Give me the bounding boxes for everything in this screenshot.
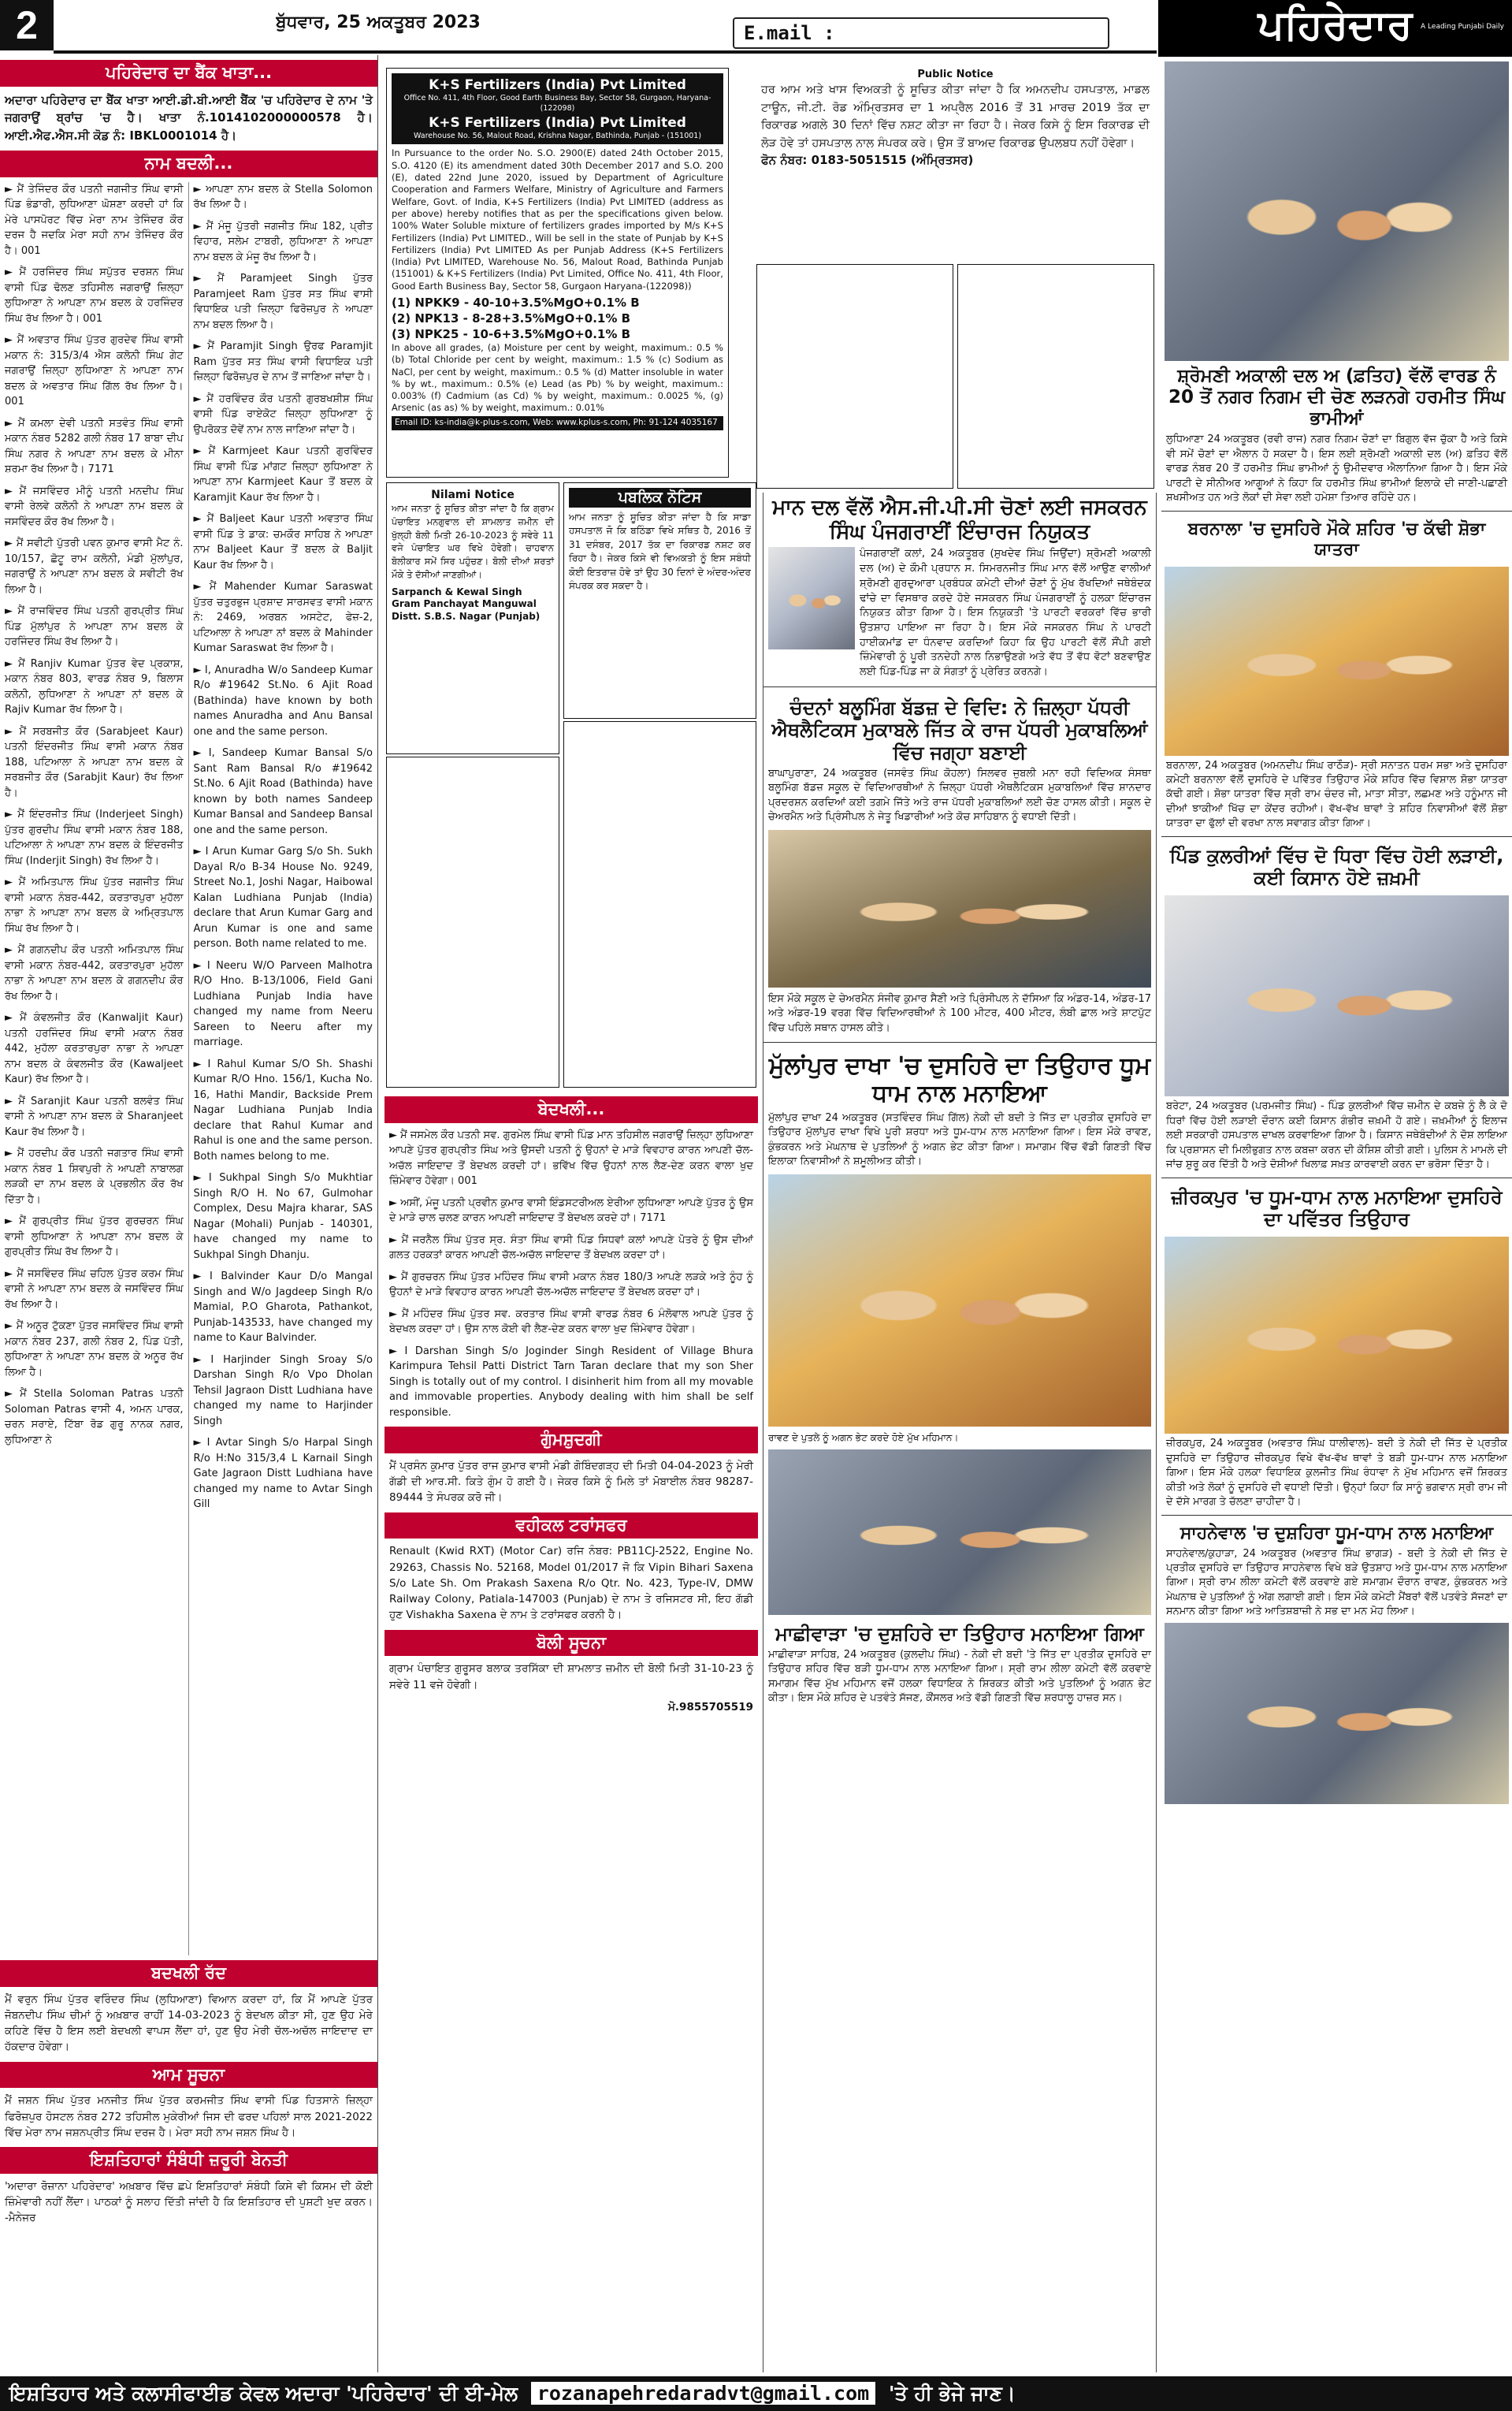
boli-phone: ਮੋ.9855705519 (668, 1700, 753, 1713)
classified-item: ► I Avtar Singh S/o Harpal Singh R/o H:No 315/3,4 L Karnail Singh Gate Jagraon Distt Ludhiana have changed my name to Avtar Singh Gill (193, 1437, 373, 1511)
name-change-left (0, 182, 189, 1955)
bedkhli-heading: ਬੇਦਖਲੀ... (385, 1096, 758, 1123)
aam-suchna-text: ਮੈਂ ਜਸ਼ਨ ਸਿੰਘ ਪੁੱਤਰ ਮਨਜੀਤ ਸਿੰਘ ਪੁੱਤਰ ਕਰਮਜੀਤ ਸਿੰਘ ਵਾਸੀ ਪਿੰਡ ਹਿਤਸਾਨੇ ਜ਼ਿਲ੍ਹਾ ਫਿਰੋਜ਼ਪੁਰ ਹੋਸਟਲ ਨੰਬਰ 272 ਤਹਿਸੀਲ ਮੁਕੇਰੀਆਂ ਜਿਸ ਦੀ ਫਰਦ ਪਹਿਲਾਂ ਸਾਲ 2021-2022 ਵਿੱਚ ਮੇਰਾ ਨਾਮ ਜਸ਼ਨਪ੍ਰੀਤ ਸਿੰਘ ਦਰਜ ਹੈ। ਮੇਰਾ ਸਹੀ ਨਾਮ ਜਸ਼ਨ ਸਿੰਘ ਹੈ। (5, 2094, 373, 2139)
classified-item: ► ਮੈਂ ਸਵੀਟੀ ਪੁੱਤਰੀ ਪਵਨ ਕੁਮਾਰ ਵਾਸੀ ਮੈਟ ਨੰ. 10/157, ਛੋਟੂ ਰਾਮ ਕਲੋਨੀ, ਮੰਡੀ ਮੁੱਲਾਂਪੁਰ, ਜਗਰਾਉਂ ਨੇ ਆਪਣਾ ਨਾਮ ਬਦਲ ਕੇ ਸਵੀਟੀ ਰੱਖ ਲਿਆ ਹੈ। (5, 538, 184, 596)
classified-item: ► I Rahul Kumar S/O Sh. Shashi Kumar R/O Hno. 156/1, Kucha No. 16, Hathi Mandir, Backside Prem Nagar Ludhiana Punjab India declare that Rahul Kumar and Rahul is one and the same person. Both names belong to me. (193, 1058, 373, 1163)
machhiwara-body: ਮਾਛੀਵਾੜਾ ਸਾਹਿਬ, 24 ਅਕਤੂਬਰ (ਕੁਲਦੀਪ ਸਿੰਘ) - ਨੇਕੀ ਦੀ ਬਦੀ 'ਤੇ ਜਿੱਤ ਦਾ ਪ੍ਰਤੀਕ ਦੁਸਹਿਰੇ ਦਾ ਤਿਉਹਾਰ ਸ਼ਹਿਰ ਵਿੱਚ ਬੜੀ ਧੂਮ-ਧਾਮ ਨਾਲ ਮਨਾਇਆ ਗਿਆ। ਸ੍ਰੀ ਰਾਮ ਲੀਲਾ ਕਮੇਟੀ ਵੱਲੋਂ ਕਰਵਾਏ ਸਮਾਗਮ ਵਿੱਚ ਮੁੱਖ ਮਹਿਮਾਨ ਵਜੋਂ ਹਲਕਾ ਵਿਧਾਇਕ ਨੇ ਸ਼ਿਰਕਤ ਕੀਤੀ ਅਤੇ ਪੁਤਲਿਆਂ ਨੂੰ ਅਗਨ ਭੇਟ ਕੀਤਾ। ਇਸ ਮੌਕੇ ਸ਼ਹਿਰ ਦੇ ਪਤਵੰਤੇ ਸੱਜਣ, ਕੌਂਸਲਰ ਅਤੇ ਵੱਡੀ ਗਿਣਤੀ ਵਿੱਚ ਸ਼ਰਧਾਲੂ ਹਾਜ਼ਰ ਸਨ। (768, 1649, 1151, 1705)
classified-item: ► I Sukhpal Singh S/o Mukhtiar Singh R/O H. No 67, Gulmohar Complex, Desu Majra kharar, SAS Nagar (Mohali) Punjab - 140301, have changed my name to Sukhpal Singh Dhanju. (193, 1172, 373, 1261)
classified-item: ► I Neeru W/O Parveen Malhotra R/O Hno. B-13/1006, Field Gani Ludhiana Punjab India have changed my name from Neeru Sareen to Neeru after my marriage. (193, 959, 373, 1049)
bedkhli-list (385, 1128, 758, 1421)
chandana-body-2: ਇਸ ਮੌਕੇ ਸਕੂਲ ਦੇ ਚੇਅਰਮੈਨ ਸੰਜੀਵ ਕੁਮਾਰ ਸੈਣੀ ਅਤੇ ਪ੍ਰਿੰਸੀਪਲ ਨੇ ਦੱਸਿਆ ਕਿ ਅੰਡਰ-14, ਅੰਡਰ-17 ਅਤੇ ਅੰਡਰ-19 ਵਰਗ ਵਿੱਚ ਵਿਦਿਆਰਥੀਆਂ ਨੇ 100 ਮੀਟਰ, 400 ਮੀਟਰ, ਲੰਬੀ ਛਾਲ ਅਤੇ ਸ਼ਾਟਪੁੱਟ ਵਿੱਚ ਪਹਿਲੇ ਸਥਾਨ ਹਾਸਲ ਕੀਤੇ। (768, 992, 1151, 1034)
classified-item: ► ਮੈਂ ਜਰਨੈਲ ਸਿੰਘ ਪੁੱਤਰ ਸ੍ਰ. ਸੰਤਾ ਸਿੰਘ ਵਾਸੀ ਪਿੰਡ ਸਿਧਵਾਂ ਕਲਾਂ ਆਪਣੇ ਪੋਤਰੇ ਨੂੰ ਉਸ ਦੀਆਂ ਗਲਤ ਹਰਕਤਾਂ ਕਾਰਨ ਆਪਣੀ ਚੱਲ-ਅਚੱਲ ਜਾਇਦਾਦ ਤੋਂ ਬੇਦਖਲ ਕਰਦਾ ਹਾਂ। (389, 1233, 753, 1262)
page-number: 2 (0, 0, 54, 50)
scanned-notice-4 (563, 721, 756, 1088)
barnala-photo (1165, 567, 1509, 756)
name-change-heading: ਨਾਮ ਬਦਲੀ... (0, 151, 377, 177)
classified-item: ► ਮੈਂ ਹਰਵਿੰਦਰ ਕੌਰ ਪਤਨੀ ਗੁਰਬਖਸ਼ੀਸ਼ ਸਿੰਘ ਵਾਸੀ ਪਿੰਡ ਰਾਏਕੋਟ ਜ਼ਿਲ੍ਹਾ ਲੁਧਿਆਣਾ ਨੂੰ ਉਪਰੋਕਤ ਦੋਵੇਂ ਨਾਮ ਨਾਲ ਜਾਣਿਆ ਜਾਂਦਾ ਹੈ। (193, 393, 373, 436)
barnala-headline: ਬਰਨਾਲਾ 'ਚ ਦੁਸਹਿਰੇ ਮੌਕੇ ਸ਼ਹਿਰ 'ਚ ਕੱਢੀ ਸ਼ੋਭਾ ਯਾਤਰਾ (1187, 519, 1486, 560)
zirakpur-headline: ਜ਼ੀਰਕਪੁਰ 'ਚ ਧੂਮ-ਧਾਮ ਨਾਲ ਮਨਾਇਆ ਦੁਸਹਿਰੇ ਦਾ ਪਵਿੱਤਰ ਤਿਉਹਾਰ (1171, 1185, 1503, 1231)
classified-item: ► ਮੈਂ Ranjiv Kumar ਪੁੱਤਰ ਵੇਦ ਪ੍ਰਕਾਸ਼, ਮਕਾਨ ਨੰਬਰ 803, ਵਾਰਡ ਨੰਬਰ 9, ਬਿਲਾਸ ਕਲੋਨੀ, ਲੁਧਿਆਣਾ ਨੇ ਆਪਣਾ ਨਾਂ ਬਦਲ ਕੇ Rajiv Kumar ਰੱਖ ਲਿਆ ਹੈ। (5, 657, 184, 716)
ks-contact: Email ID: ks-india@k-plus-s.com, Web: www.kplus-s.com, Ph: 91-124 4035167 (392, 416, 723, 430)
jaskaran-photo (768, 547, 855, 649)
gumshudgi-heading: ਗੁੰਮਸ਼ੁਦਗੀ (385, 1427, 758, 1453)
machhiwara-photo (768, 1449, 1151, 1615)
name-change-right (189, 182, 378, 1955)
classified-item: ► ਮੈਂ ਮਹਿੰਦਰ ਸਿੰਘ ਪੁੱਤਰ ਸਵ. ਕਰਤਾਰ ਸਿੰਘ ਵਾਸੀ ਵਾਰਡ ਨੰਬਰ 6 ਮੰਲੋਵਾਲ ਆਪਣੇ ਪੁੱਤਰ ਨੂੰ ਬੇਦਖਲ ਕਰਦਾ ਹਾਂ। ਉਸ ਨਾਲ ਕੋਈ ਵੀ ਲੈਣ-ਦੇਣ ਕਰਨ ਵਾਲਾ ਖੁਦ ਜ਼ਿੰਮੇਵਾਰ ਹੋਵੇਗਾ। (389, 1308, 753, 1336)
classified-item: ► ਮੈਂ Paramjit Singh ਉਰਫ Paramjit Ram ਪੁੱਤਰ ਸਤ ਸਿੰਘ ਵਾਸੀ ਵਿਧਾਇਕ ਪਤੀ ਜ਼ਿਲ੍ਹਾ ਫਿਰੋਜ਼ਪੁਰ ਦੇ ਨਾਮ ਤੋਂ ਜਾਣਿਆ ਜਾਂਦਾ ਹੈ। (193, 340, 373, 384)
classified-item: ► ਮੈਂ Karmjeet Kaur ਪਤਨੀ ਗੁਰਵਿੰਦਰ ਸਿੰਘ ਵਾਸੀ ਪਿੰਡ ਮਾਂਗਟ ਜ਼ਿਲ੍ਹਾ ਲੁਧਿਆਣਾ ਨੇ ਆਪਣਾ ਨਾਮ Karmjeet Kaur ਤੋਂ ਬਦਲ ਕੇ Karamjit Kaur ਰੱਖ ਲਿਆ ਹੈ। (193, 445, 373, 504)
bedkhli-cancel-heading: ਬਦਖਲੀ ਰੱਦ (0, 1960, 377, 1987)
classified-item: ► ਮੈਂ ਅਮਿਤਪਾਲ ਸਿੰਘ ਪੁੱਤਰ ਜਗਜੀਤ ਸਿੰਘ ਵਾਸੀ ਮਕਾਨ ਨੰਬਰ-442, ਕਰਤਾਰਪੁਰਾ ਮੁਹੱਲਾ ਨਾਭਾ ਨੇ ਆਪਣਾ ਨਾਮ ਬਦਲ ਕੇ ਅਮ੍ਰਿਤਪਾਲ ਸਿੰਘ ਰੱਖ ਲਿਆ ਹੈ। (5, 876, 184, 935)
chandana-body: ਬਾਘਾਪੁਰਾਣਾ, 24 ਅਕਤੂਬਰ (ਜਸਵੰਤ ਸਿੰਘ ਕੋਹਲਾ) ਸਿਲਵਰ ਜੁਬਲੀ ਮਨਾ ਰਹੀ ਵਿਦਿਅਕ ਸੰਸਥਾ ਬਲੂਮਿੰਗ ਬੱਡਜ਼ ਸਕੂਲ ਦੇ ਵਿਦਿਆਰਥੀਆਂ ਨੇ ਜ਼ਿਲ੍ਹਾ ਪੱਧਰੀ ਐਥਲੈਟਿਕਸ ਮੁਕਾਬਲਿਆਂ ਵਿੱਚ ਸ਼ਾਨਦਾਰ ਪ੍ਰਦਰਸ਼ਨ ਕਰਦਿਆਂ ਕਈ ਤਗਮੇ ਜਿੱਤੇ ਅਤੇ ਰਾਜ ਪੱਧਰੀ ਮੁਕਾਬਲਿਆਂ ਲਈ ਚੋਣ ਹਾਸਲ ਕੀਤੀ। ਸਕੂਲ ਦੇ ਚੇਅਰਮੈਨ ਅਤੇ ਪ੍ਰਿੰਸੀਪਲ ਨੇ ਜੇਤੂ ਖਿਡਾਰੀਆਂ ਅਤੇ ਕੋਚ ਸਾਹਿਬਾਨ ਨੂੰ ਵਧਾਈ ਦਿੱਤੀ। (768, 767, 1151, 824)
ad-notice-text: 'ਅਦਾਰਾ ਰੋਜ਼ਾਨਾ ਪਹਿਰੇਦਾਰ' ਅਖ਼ਬਾਰ ਵਿੱਚ ਛਪੇ ਇਸ਼ਤਿਹਾਰਾਂ ਸੰਬੰਧੀ ਕਿਸੇ ਵੀ ਕਿਸਮ ਦੀ ਕੋਈ ਜ਼ਿੰਮੇਵਾਰੀ ਨਹੀਂ ਲੈਂਦਾ। ਪਾਠਕਾਂ ਨੂੰ ਸਲਾਹ ਦਿੱਤੀ ਜਾਂਦੀ ਹੈ ਕਿ ਇਸ਼ਤਿਹਾਰ ਦੀ ਪੁਸ਼ਟੀ ਖੁਦ ਕਰਨ। -ਮੈਨੇਜਰ (5, 2179, 373, 2225)
classified-item: ► I Harjinder Singh Sroay S/o Darshan Singh R/o Vpo Dholan Tehsil Jagraon Distt Ludhiana have changed my name to Harjinder Singh (193, 1353, 373, 1427)
classified-item: ► ਮੈਂ Stella Soloman Patras ਪਤਨੀ Soloman Patras ਵਾਸੀ 4, ਅਮਨ ਪਾਰਕ, ਚਰਨ ਸਰਾਏ, ਟਿੱਬਾ ਰੋਡ ਗੁਰੂ ਨਾਨਕ ਨਗਰ, ਲੁਧਿਆਣਾ ਨੇ (5, 1388, 184, 1446)
aam-suchna-heading: ਆਮ ਸੂਚਨਾ (0, 2062, 377, 2089)
boli-text: ਗ੍ਰਾਮ ਪੰਚਾਇਤ ਗੁਰੂਸਰ ਬਲਾਕ ਤਰਸਿੱਕਾ ਦੀ ਸ਼ਾਮਲਾਤ ਜ਼ਮੀਨ ਦੀ ਬੋਲੀ ਮਿਤੀ 31-10-23 ਨੂੰ ਸਵੇਰੇ 11 ਵਜੇ ਹੋਵੇਗੀ। (389, 1662, 753, 1691)
footer-email[interactable]: rozanapehredaradvt@gmail.com (531, 2382, 875, 2405)
mullanpur-photo (768, 1174, 1151, 1427)
bedkhli-cancel-text: ਮੈਂ ਵਰੁਨ ਸਿੰਘ ਪੁੱਤਰ ਵਰਿੰਦਰ ਸਿੰਘ (ਲੁਧਿਆਣਾ) ਵਿਆਨ ਕਰਦਾ ਹਾਂ, ਕਿ ਮੈਂ ਆਪਣੇ ਪੁੱਤਰ ਜੋਬਨਦੀਪ ਸਿੰਘ ਚੀਮਾਂ ਨੂੰ ਅਖ਼ਬਾਰ ਰਾਹੀਂ 14-03-2023 ਨੂੰ ਬੇਦਖਲ ਕੀਤਾ ਸੀ, ਹੁਣ ਉਹ ਮੇਰੇ ਕਹਿਣੇ ਵਿੱਚ ਹੈ ਇਸ ਲਈ ਬੇਦਖਲੀ ਵਾਪਸ ਲੈਂਦਾ ਹਾਂ, ਹੁਣ ਉਹ ਮੇਰੀ ਚੱਲ-ਅਚੱਲ ਜਾਇਦਾਦ ਦਾ ਹੱਕਦਾਰ ਹੋਵੇਗਾ। (5, 1992, 373, 2054)
classified-item: ► ਮੈਂ ਜਸਮੇਲ ਕੌਰ ਪਤਨੀ ਸਵ. ਗੁਰਮੇਲ ਸਿੰਘ ਵਾਸੀ ਪਿੰਡ ਮਾਨ ਤਹਿਸੀਲ ਜਗਰਾਉਂ ਜ਼ਿਲ੍ਹਾ ਲੁਧਿਆਣਾ ਆਪਣੇ ਪੁੱਤਰ ਗੁਰਪ੍ਰੀਤ ਸਿੰਘ ਅਤੇ ਉਸਦੀ ਪਤਨੀ ਨੂੰ ਉਹਨਾਂ ਦੇ ਮਾੜੇ ਵਿਵਹਾਰ ਕਾਰਨ ਆਪਣੀ ਚੱਲ-ਅਚੱਲ ਜਾਇਦਾਦ ਤੋਂ ਬੇਦਖਲ ਕਰਦੀ ਹਾਂ। ਭਵਿੱਖ ਵਿੱਚ ਉਹਨਾਂ ਨਾਲ ਲੈਣ-ਦੇਣ ਕਰਨ ਵਾਲਾ ਖੁਦ ਜ਼ਿੰਮੇਵਾਰ ਹੋਵੇਗਾ। 001 (389, 1129, 753, 1188)
classified-item: ► ਮੈਂ ਗੁਰਪ੍ਰੀਤ ਸਿੰਘ ਪੁੱਤਰ ਗੁਰਚਰਨ ਸਿੰਘ ਵਾਸੀ ਲੁਧਿਆਣਾ ਨੇ ਆਪਣਾ ਨਾਮ ਬਦਲ ਕੇ ਗੁਰਪ੍ਰੀਤ ਸਿੰਘ ਰੱਖ ਲਿਆ ਹੈ। (5, 1215, 184, 1259)
classifieds-column (0, 55, 378, 2372)
ks-grade-2: (2) NPK13 - 8-28+3.5%MgO+0.1% B (392, 311, 631, 326)
mullanpur-body: ਮੁੱਲਾਂਪੁਰ ਦਾਖਾ 24 ਅਕਤੂਬਰ (ਸਤਵਿੰਦਰ ਸਿੰਘ ਗਿੱਲ) ਨੇਕੀ ਦੀ ਬਦੀ ਤੇ ਜਿੱਤ ਦਾ ਪ੍ਰਤੀਕ ਦੁਸਹਿਰੇ ਦਾ ਤਿਉਹਾਰ ਮੁੱਲਾਂਪੁਰ ਦਾਖਾ ਵਿਖੇ ਪੂਰੀ ਸ਼ਰਧਾ ਅਤੇ ਧੂਮ-ਧਾਮ ਨਾਲ ਮਨਾਇਆ ਗਿਆ। ਇਸ ਮੌਕੇ ਰਾਵਣ, ਕੁੰਭਕਰਨ ਅਤੇ ਮੇਘਨਾਥ ਦੇ ਪੁਤਲਿਆਂ ਨੂੰ ਅਗਨ ਭੇਟ ਕੀਤਾ ਗਿਆ। ਸਮਾਗਮ ਵਿੱਚ ਵੱਡੀ ਗਿਣਤੀ ਵਿੱਚ ਇਲਾਕਾ ਨਿਵਾਸੀਆਂ ਨੇ ਸ਼ਮੂਲੀਅਤ ਕੀਤੀ। (768, 1111, 1151, 1168)
hamit-body: ਲੁਧਿਆਣਾ 24 ਅਕਤੂਬਰ (ਰਵੀ ਰਾਜ) ਨਗਰ ਨਿਗਮ ਚੋਣਾਂ ਦਾ ਬਿਗੁਲ ਵੱਜ ਚੁੱਕਾ ਹੈ ਅਤੇ ਕਿਸੇ ਵੀ ਸਮੇਂ ਚੋਣਾਂ ਦਾ ਐਲਾਨ ਹੋ ਸਕਦਾ ਹੈ। ਇਸ ਲਈ ਸ਼੍ਰੋਮਣੀ ਅਕਾਲੀ ਦਲ (ਅ) ਫ਼ਤਿਹ ਵੱਲੋਂ ਵਾਰਡ ਨੰਬਰ 20 ਤੋਂ ਹਰਮੀਤ ਸਿੰਘ ਭਾਮੀਆਂ ਨੂੰ ਉਮੀਦਵਾਰ ਐਲਾਨਿਆ ਗਿਆ ਹੈ। ਇਸ ਮੌਕੇ ਪਾਰਟੀ ਦੇ ਸੀਨੀਅਰ ਆਗੂਆਂ ਨੇ ਕਿਹਾ ਕਿ ਹਰਮੀਤ ਸਿੰਘ ਭਾਮੀਆਂ ਇਲਾਕੇ ਦੀ ਜਾਣੀ-ਪਛਾਣੀ ਸ਼ਖਸੀਅਤ ਹਨ ਅਤੇ ਲੋਕਾਂ ਦੀ ਸੇਵਾ ਲਈ ਹਮੇਸ਼ਾ ਤਿਆਰ ਰਹਿੰਦੇ ਹਨ। (1166, 433, 1507, 504)
masthead-logo: ਪਹਿਰੇਦਾਰ A Leading Punjabi Daily (1158, 0, 1512, 57)
vehicle-heading: ਵਹੀਕਲ ਟਰਾਂਸਫਰ (385, 1512, 758, 1539)
classified-item: ► ਮੈਂ Paramjeet Singh ਪੁੱਤਰ Paramjeet Ram ਪੁੱਤਰ ਸਤ ਸਿੰਘ ਵਾਸੀ ਵਿਧਾਇਕ ਪਤੀ ਜ਼ਿਲ੍ਹਾ ਫਿਰੋਜ਼ਪੁਰ ਨੇ ਆਪਣਾ ਨਾਮ ਬਦਲ ਲਿਆ ਹੈ। (193, 273, 373, 331)
classified-item: ► I Arun Kumar Garg S/o Sh. Sukh Dayal R/o B-34 House No. 9249, Street No.1, Joshi Nagar, Haibowal Kalan Ludhiana Punjab (India) declare that Arun Kumar Garg and Arun Kumar is one and same person. Both name related to me. (193, 846, 373, 951)
chandana-photo (768, 830, 1151, 988)
jaskaran-body: ਪੰਜਗਰਾਈਂ ਕਲਾਂ, 24 ਅਕਤੂਬਰ (ਸੁਖਦੇਵ ਸਿੰਘ ਜਿਉਂਦਾ) ਸ਼੍ਰੋਮਣੀ ਅਕਾਲੀ ਦਲ (ਅ) ਦੇ ਕੌਮੀ ਪ੍ਰਧਾਨ ਸ. ਸਿਮਰਨਜੀਤ ਸਿੰਘ ਮਾਨ ਵੱਲੋਂ ਆਉਣ ਵਾਲੀਆਂ ਸ਼੍ਰੋਮਣੀ ਗੁਰਦੁਆਰਾ ਪ੍ਰਬੰਧਕ ਕਮੇਟੀ ਦੀਆਂ ਚੋਣਾਂ ਨੂੰ ਮੁੱਖ ਰੱਖਦਿਆਂ ਜਥੇਬੰਦਕ ਢਾਂਚੇ ਦਾ ਵਿਸਥਾਰ ਕਰਦੇ ਹੋਏ ਜਸਕਰਨ ਸਿੰਘ ਪੰਜਗਰਾਈਂ ਨੂੰ ਹਲਕਾ ਇੰਚਾਰਜ ਨਿਯੁਕਤ ਕੀਤਾ ਗਿਆ ਹੈ। ਇਸ ਨਿਯੁਕਤੀ 'ਤੇ ਪਾਰਟੀ ਵਰਕਰਾਂ ਵਿੱਚ ਭਾਰੀ ਉਤਸ਼ਾਹ ਪਾਇਆ ਜਾ ਰਿਹਾ ਹੈ। ਇਸ ਮੌਕੇ ਜਸਕਰਨ ਸਿੰਘ ਨੇ ਪਾਰਟੀ ਹਾਈਕਮਾਂਡ ਦਾ ਧੰਨਵਾਦ ਕਰਦਿਆਂ ਕਿਹਾ ਕਿ ਉਹ ਪਾਰਟੀ ਵੱਲੋਂ ਸੌਂਪੀ ਗਈ ਜ਼ਿੰਮੇਵਾਰੀ ਨੂੰ ਪੂਰੀ ਤਨਦੇਹੀ ਨਾਲ ਨਿਭਾਉਣਗੇ ਅਤੇ ਵੱਧ ਤੋਂ ਵੱਧ ਵੋਟਾਂ ਬਣਵਾਉਣ ਲਈ ਪਿੰਡ-ਪਿੰਡ ਜਾ ਕੇ ਸੰਗਤਾਂ ਨੂੰ ਪ੍ਰੇਰਿਤ ਕਰਨਗੇ। (860, 548, 1151, 679)
kularian-headline: ਪਿੰਡ ਕੁਲਰੀਆਂ ਵਿੱਚ ਦੋ ਧਿਰਾ ਵਿੱਚ ਹੋਈ ਲੜਾਈ, ਕਈ ਕਿਸਾਨ ਹੋਏ ਜ਼ਖ਼ਮੀ (1169, 844, 1504, 890)
bank-text: ਅਦਾਰਾ ਪਹਿਰੇਦਾਰ ਦਾ ਬੈਂਕ ਖਾਤਾ ਆਈ.ਡੀ.ਬੀ.ਆਈ ਬੈਂਕ 'ਚ ਪਹਿਰੇਦਾਰ ਦੇ ਨਾਮ 'ਤੇ ਜਗਰਾਉਂ ਬ੍ਰਾਂਚ 'ਚ ਹੈ। ਖਾਤਾ ਨੰ.1014102000000578 ਹੈ।ਆਈ.ਐਫ.ਐਸ.ਸੀ ਕੋਡ ਨੰ: IBKL0001014 ਹੈ। (5, 92, 373, 143)
classified-item: ► ਮੈਂ ਇੰਦਰਜੀਤ ਸਿੰਘ (Inderjeet Singh) ਪੁੱਤਰ ਗੁਰਦੀਪ ਸਿੰਘ ਵਾਸੀ ਮਕਾਨ ਨੰਬਰ 188, ਪਟਿਆਲਾ ਨੇ ਆਪਣਾ ਨਾਮ ਬਦਲ ਕੇ ਇੰਦਰਜੀਤ ਸਿੰਘ (Inderjit Singh) ਰੱਖ ਲਿਆ ਹੈ। (5, 809, 184, 867)
zirakpur-body: ਜ਼ੀਰਕਪੁਰ, 24 ਅਕਤੂਬਰ (ਅਵਤਾਰ ਸਿੰਘ ਧਾਲੀਵਾਲ)- ਬਦੀ ਤੇ ਨੇਕੀ ਦੀ ਜਿੱਤ ਦੇ ਪ੍ਰਤੀਕ ਦੁਸਹਿਰੇ ਦਾ ਤਿਉਹਾਰ ਜ਼ੀਰਕਪੁਰ ਵਿਖੇ ਵੱਖ-ਵੱਖ ਥਾਵਾਂ ਤੇ ਬੜੀ ਧੂਮ-ਧਾਮ ਨਾਲ ਮਨਾਇਆ ਗਿਆ। ਇਸ ਮੌਕੇ ਹਲਕਾ ਵਿਧਾਇਕ ਕੁਲਜੀਤ ਸਿੰਘ ਰੰਧਾਵਾ ਨੇ ਮੁੱਖ ਮਹਿਮਾਨ ਵਜੋਂ ਸ਼ਿਰਕਤ ਕੀਤੀ ਅਤੇ ਲੋਕਾਂ ਨੂੰ ਦੁਸਹਿਰੇ ਦੀ ਵਧਾਈ ਦਿੱਤੀ। ਉਨ੍ਹਾਂ ਕਿਹਾ ਕਿ ਸਾਨੂੰ ਭਗਵਾਨ ਸ੍ਰੀ ਰਾਮ ਜੀ ਦੇ ਦੱਸੇ ਮਾਰਗ ਤੇ ਚੱਲਣਾ ਚਾਹੀਦਾ ਹੈ। (1166, 1438, 1507, 1509)
classified-item: ► I Balvinder Kaur D/o Mangal Singh and W/o Jagdeep Singh R/o Mamial, P.O Gharota, Pathankot, Punjab-143533, have changed my name to Kaur Balvinder. (193, 1271, 373, 1345)
name-change-lists (0, 182, 377, 1955)
vehicle-text: Renault (Kwid RXT) (Motor Car) ਰਜਿ ਨੰਬਰ: PB11CJ-2522, Engine No. 29263, Chassis No. 52168, Model 01/2017 ਜੋ ਕਿ Vipin Bihari Saxena S/o Late Sh. Om Prakash Saxena R/o Qtr. No. 423, Type-IV, DMW Railway Colony, Patiala-147003 (Punjab) ਦੇ ਨਾਮ ਤੇ ਰਜਿਸਟਰ ਸੀ, ਇਹ ਗੱਡੀ ਹੁਣ Vishakha Saxena ਦੇ ਨਾਮ ਤੇ ਟਰਾਂਸਫਰ ਕਰਨੀ ਹੈ। (389, 1545, 753, 1622)
ks-grade-1: (1) NPKK9 - 40-10+3.5%MgO+0.1% B (392, 296, 640, 311)
scanned-notice-3 (386, 757, 559, 1088)
header-rule (54, 50, 1157, 54)
scanned-notice-2 (957, 264, 1154, 489)
classified-item: ► ਮੈਂ ਹਰਜਿੰਦਰ ਸਿੰਘ ਸਪੁੱਤਰ ਦਰਸ਼ਨ ਸਿੰਘ ਵਾਸੀ ਪਿੰਡ ਢੋਲਣ ਤਹਿਸੀਲ ਜਗਰਾਉਂ ਜ਼ਿਲ੍ਹਾ ਲੁਧਿਆਣਾ ਨੇ ਆਪਣਾ ਨਾਮ ਬਦਲ ਕੇ ਹਰਜਿੰਦਰ ਸਿੰਘ ਰੱਖ ਲਿਆ ਹੈ। 001 (5, 266, 184, 325)
mullanpur-headline: ਮੁੱਲਾਂਪੁਰ ਦਾਖਾ 'ਚ ਦੁਸਹਿਰੇ ਦਾ ਤਿਉਹਾਰ ਧੂਮ ਧਾਮ ਨਾਲ ਮਨਾਇਆ (768, 1052, 1151, 1108)
bank-heading: ਪਹਿਰੇਦਾਰ ਦਾ ਬੈਂਕ ਖਾਤਾ... (0, 60, 377, 87)
ks-header: K+S Fertilizers (India) Pvt Limited Office No. 411, 4th Floor, Good Earth Business Bay, Sector 58, Gurgaon, Haryana-(122098) K+S Fertilizers (India) Pvt Limited Warehouse No. 56, Malout Road, Krishna Nagar, Bathinda, Punjab - (151001) (392, 73, 723, 144)
classified-item: ► I Darshan Singh S/o Joginder Singh Resident of Village Bhura Karimpura Tehsil Patti District Tarn Taran declare that my son Sher Singh is totally out of my control. I disinherit him from all my movable and immovable properties. Anybody dealing with him shall be self responsible. (389, 1345, 753, 1419)
kularian-body: ਬਰੇਟਾ, 24 ਅਕਤੂਬਰ (ਪਰਮਜੀਤ ਸਿੰਘ) - ਪਿੰਡ ਕੁਲਰੀਆਂ ਵਿੱਚ ਜ਼ਮੀਨ ਦੇ ਕਬਜ਼ੇ ਨੂੰ ਲੈ ਕੇ ਦੋ ਧਿਰਾਂ ਵਿੱਚ ਹੋਈ ਲੜਾਈ ਦੌਰਾਨ ਕਈ ਕਿਸਾਨ ਗੰਭੀਰ ਜ਼ਖ਼ਮੀ ਹੋ ਗਏ। ਜ਼ਖ਼ਮੀਆਂ ਨੂੰ ਇਲਾਜ ਲਈ ਸਰਕਾਰੀ ਹਸਪਤਾਲ ਦਾਖਲ ਕਰਵਾਇਆ ਗਿਆ ਹੈ। ਕਿਸਾਨ ਜਥੇਬੰਦੀਆਂ ਨੇ ਦੋਸ਼ ਲਾਇਆ ਕਿ ਪ੍ਰਸ਼ਾਸਨ ਦੀ ਮਿਲੀਭੁਗਤ ਨਾਲ ਕਬਜ਼ਾ ਕਰਨ ਦੀ ਕੋਸ਼ਿਸ਼ ਕੀਤੀ ਗਈ। ਪੁਲਿਸ ਨੇ ਮਾਮਲੇ ਦੀ ਜਾਂਚ ਸ਼ੁਰੂ ਕਰ ਦਿੱਤੀ ਹੈ ਅਤੇ ਦੋਸ਼ੀਆਂ ਖਿਲਾਫ਼ ਸਖ਼ਤ ਕਾਰਵਾਈ ਕਰਨ ਦਾ ਭਰੋਸਾ ਦਿੱਤਾ ਹੈ। (1166, 1100, 1507, 1171)
classified-item: ► ਮੈਂ ਗਗਨਦੀਪ ਕੌਰ ਪਤਨੀ ਅਮਿਤਪਾਲ ਸਿੰਘ ਵਾਸੀ ਮਕਾਨ ਨੰਬਰ-442, ਕਰਤਾਰਪੁਰਾ ਮੁਹੱਲਾ ਨਾਭਾ ਨੇ ਆਪਣਾ ਨਾਮ ਬਦਲ ਕੇ ਗਗਨਦੀਪ ਕੌਰ ਰੱਖ ਲਿਆ ਹੈ। (5, 944, 184, 1003)
classified-item: ► ਮੈਂ Baljeet Kaur ਪਤਨੀ ਅਵਤਾਰ ਸਿੰਘ ਵਾਸੀ ਪਿੰਡ ਤੇ ਡਾਕ: ਚਮਕੌਰ ਸਾਹਿਬ ਨੇ ਆਪਣਾ ਨਾਮ Baljeet Kaur ਤੋਂ ਬਦਲ ਕੇ Baljit Kaur ਰੱਖ ਲਿਆ ਹੈ। (193, 513, 373, 571)
classified-item: ► ਮੈਂ ਜਸਵਿੰਦਰ ਮੀਨੂੰ ਪਤਨੀ ਮਨਦੀਪ ਸਿੰਘ ਵਾਸੀ ਰੇਲਵੇ ਕਲੋਨੀ ਨੇ ਆਪਣਾ ਨਾਮ ਬਦਲ ਕੇ ਜਸਵਿੰਦਰ ਕੌਰ ਰੱਖ ਲਿਆ ਹੈ। (5, 485, 184, 528)
header-email[interactable]: E.mail : (733, 17, 1109, 49)
footer-ad-bar: ਇਸ਼ਤਿਹਾਰ ਅਤੇ ਕਲਾਸੀਫਾਈਡ ਕੇਵਲ ਅਦਾਰਾ 'ਪਹਿਰੇਦਾਰ' ਦੀ ਈ-ਮੇਲ rozanapehredaradvt@gmail.com 'ਤੇ ਹੀ ਭੇਜੇ ਜਾਣ। (0, 2376, 1512, 2411)
classified-item: ► I, Anuradha W/o Sandeep Kumar R/o #19642 St.No. 6 Ajit Road (Bathinda) have known by both names Anuradha and Anu Bansal one and the same person. (193, 664, 373, 738)
mullanpur-caption: ਰਾਵਣ ਦੇ ਪੁਤਲੇ ਨੂੰ ਅਗਨ ਭੇਟ ਕਰਦੇ ਹੋਏ ਮੁੱਖ ਮਹਿਮਾਨ। (768, 1431, 959, 1443)
ks-spec: In above all grades, (a) Moisture per cent by weight, maximum.: 0.5 % (b) Total Chloride per cent by weight, maximum.: 1.5 % (c) Sodium as NaCl, per cent by weight, maximum.: 0.5 % (d) Matter insoluble in water % by wt., maximum.: 0.5% (e) Lead (as Pb) % by weight, maximum.: 0.003% (f) Cadmium (as Cd) % by weight, maximum.: 0.0025 %, (g) Arsenic (as as) % by weight, maximum.: 0.01% (392, 342, 723, 413)
classified-item: ► ਮੈਂ ਹਰਦੀਪ ਕੌਰ ਪਤਨੀ ਜਗਤਾਰ ਸਿੰਘ ਵਾਸੀ ਮਕਾਨ ਨੰਬਰ 1 ਸ਼ਿਵਪੁਰੀ ਨੇ ਆਪਣੀ ਨਾਬਾਲਗ ਲੜਕੀ ਦਾ ਨਾਮ ਬਦਲ ਕੇ ਪ੍ਰਭਲੀਨ ਕੌਰ ਰੱਖ ਦਿੱਤਾ ਹੈ। (5, 1148, 184, 1206)
sahnewal-body: ਸਾਹਨੇਵਾਲ/ਕੁਹਾੜਾ, 24 ਅਕਤੂਬਰ (ਅਵਤਾਰ ਸਿੰਘ ਭਾਗੜ) - ਬਦੀ ਤੇ ਨੇਕੀ ਦੀ ਜਿੱਤ ਦੇ ਪ੍ਰਤੀਕ ਦੁਸਹਿਰੇ ਦਾ ਤਿਉਹਾਰ ਸਾਹਨੇਵਾਲ ਵਿਖੇ ਬੜੇ ਉਤਸ਼ਾਹ ਅਤੇ ਧੂਮ-ਧਾਮ ਨਾਲ ਮਨਾਇਆ ਗਿਆ। ਸ੍ਰੀ ਰਾਮ ਲੀਲਾ ਕਮੇਟੀ ਵੱਲੋਂ ਕਰਵਾਏ ਗਏ ਸਮਾਗਮ ਦੌਰਾਨ ਰਾਵਣ, ਕੁੰਭਕਰਨ ਅਤੇ ਮੇਘਨਾਥ ਦੇ ਪੁਤਲਿਆਂ ਨੂੰ ਅੱਗ ਲਗਾਈ ਗਈ। ਇਸ ਮੌਕੇ ਕਮੇਟੀ ਮੈਂਬਰਾਂ ਵੱਲੋਂ ਪਤਵੰਤੇ ਸੱਜਣਾਂ ਦਾ ਸਨਮਾਨ ਕੀਤਾ ਗਿਆ ਅਤੇ ਆਤਿਸ਼ਬਾਜ਼ੀ ਨੇ ਸਭ ਦਾ ਮਨ ਮੋਹ ਲਿਆ। (1166, 1547, 1507, 1618)
classified-item: ► ਮੈਂ ਅਵਤਾਰ ਸਿੰਘ ਪੁੱਤਰ ਗੁਰਦੇਵ ਸਿੰਘ ਵਾਸੀ ਮਕਾਨ ਨੰ: 315/3/4 ਐਸ ਕਲੋਨੀ ਸਿੰਘ ਗੇਟ ਜਗਰਾਉਂ ਜ਼ਿਲ੍ਹਾ ਲੁਧਿਆਣਾ ਨੇ ਆਪਣਾ ਨਾਮ ਬਦਲ ਕੇ ਅਵਤਾਰ ਸਿੰਘ ਗਿੱਲ ਰੱਖ ਲਿਆ ਹੈ। 001 (5, 334, 184, 408)
gumshudgi-text: ਮੈਂ ਪ੍ਰਸੰਨ ਕੁਮਾਰ ਪੁੱਤਰ ਰਾਜ ਕੁਮਾਰ ਵਾਸੀ ਮੰਡੀ ਗੋਬਿੰਦਗੜ੍ਹ ਦੀ ਮਿਤੀ 04-04-2023 ਨੂੰ ਮੇਰੀ ਗੱਡੀ ਦੀ ਆਰ.ਸੀ. ਕਿਤੇ ਗੁੰਮ ਹੋ ਗਈ ਹੈ। ਜੇਕਰ ਕਿਸੇ ਨੂੰ ਮਿਲੇ ਤਾਂ ਮੋਬਾਈਲ ਨੰਬਰ 98287-89444 ਤੇ ਸੰਪਰਕ ਕਰੋ ਜੀ। (389, 1459, 753, 1505)
news-column-middle (763, 493, 1157, 2372)
news-column-right (1161, 60, 1512, 2373)
classified-item: ► ਮੈਂ ਕਮਲਾ ਦੇਵੀ ਪਤਨੀ ਸਤਵੰਤ ਸਿੰਘ ਵਾਸੀ ਮਕਾਨ ਨੰਬਰ 5282 ਗਲੀ ਨੰਬਰ 17 ਬਾਬਾ ਦੀਪ ਸਿੰਘ ਨਗਰ ਨੇ ਆਪਣਾ ਨਾਮ ਬਦਲ ਕੇ ਮੀਨਾ ਸ਼ਰਮਾ ਰੱਖ ਲਿਆ ਹੈ। 7171 (5, 417, 184, 476)
public-notice-pa: ਪਬਲਿਕ ਨੋਟਿਸ ਆਮ ਜਨਤਾ ਨੂੰ ਸੂਚਿਤ ਕੀਤਾ ਜਾਂਦਾ ਹੈ ਕਿ ਸਾਡਾ ਹਸਪਤਾਲ ਜੋ ਕਿ ਬਠਿੰਡਾ ਵਿਖੇ ਸਥਿਤ ਹੈ, 2016 ਤੋਂ 31 ਦਸੰਬਰ, 2017 ਤੱਕ ਦਾ ਰਿਕਾਰਡ ਨਸ਼ਟ ਕਰ ਰਿਹਾ ਹੈ। ਜੇਕਰ ਕਿਸੇ ਵੀ ਵਿਅਕਤੀ ਨੂੰ ਇਸ ਸਬੰਧੀ ਕੋਈ ਇਤਰਾਜ਼ ਹੋਵੇ ਤਾਂ ਉਹ 30 ਦਿਨਾਂ ਦੇ ਅੰਦਰ-ਅੰਦਰ ਸੰਪਰਕ ਕਰ ਸਕਦਾ ਹੈ। (563, 482, 756, 719)
ad-notice-heading: ਇਸ਼ਤਿਹਾਰਾਂ ਸੰਬੰਧੀ ਜ਼ਰੂਰੀ ਬੇਨਤੀ (0, 2147, 377, 2174)
boli-heading: ਬੋਲੀ ਸੂਚਨਾ (385, 1630, 758, 1657)
hamit-headline: ਸ਼੍ਰੋਮਣੀ ਅਕਾਲੀ ਦਲ ਅ (ਫ਼ਤਿਹ) ਵੱਲੋਂ ਵਾਰਡ ਨੰ 20 ਤੋਂ ਨਗਰ ਨਿਗਮ ਦੀ ਚੋਣ ਲੜਨਗੇ ਹਰਮੀਤ ਸਿੰਘ ਭਾਮੀਆਂ (1168, 366, 1505, 430)
classified-item: ► ਆਪਣਾ ਨਾਮ ਬਦਲ ਕੇ Stella Solomon ਰੱਖ ਲਿਆ ਹੈ। (193, 183, 373, 211)
classified-item: ► ਮੈਂ ਅਨੂਰ ਟੁੱਕਣਾ ਪੁੱਤਰ ਜਸਵਿੰਦਰ ਸਿੰਘ ਵਾਸੀ ਮਕਾਨ ਨੰਬਰ 237, ਗਲੀ ਨੰਬਰ 2, ਪਿੰਡ ਪੱਤੀ, ਲੁਧਿਆਣਾ ਨੇ ਆਪਣਾ ਨਾਮ ਬਦਲ ਕੇ ਅਨੂਰ ਰੱਖ ਲਿਆ ਹੈ। (5, 1320, 184, 1379)
ks-grade-3: (3) NPK25 - 10-6+3.5%MgO+0.1% B (392, 326, 631, 341)
classified-item: ► ਮੈਂ Mahender Kumar Saraswat ਪੁੱਤਰ ਚਤੁਰਭੁਜ ਪ੍ਰਸ਼ਾਦ ਸਾਰਸਵਤ ਵਾਸੀ ਮਕਾਨ ਨੰ: 2469, ਅਰਬਨ ਅਸਟੇਟ, ਫੇਜ਼-2, ਪਟਿਆਲਾ ਨੇ ਆਪਣਾ ਨਾਂ ਬਦਲ ਕੇ Mahinder Kumar Saraswat ਰੱਖ ਲਿਆ ਹੈ। (193, 581, 373, 655)
classified-item: ► ਮੈਂ ਜਸਵਿੰਦਰ ਸਿੰਘ ਚਹਿਲ ਪੁੱਤਰ ਕਰਮ ਸਿੰਘ ਵਾਸੀ ਨੇ ਆਪਣਾ ਨਾਮ ਬਦਲ ਕੇ ਜਸਵਿੰਦਰ ਸਿੰਘ ਰੱਖ ਲਿਆ ਹੈ। (5, 1267, 184, 1311)
classified-item: ► I, Sandeep Kumar Bansal S/o Sant Ram Bansal R/o #19642 St.No. 6 Ajit Road (Bathinda) have known by both names Sandeep Kumar Bansal and Sandeep Bansal one and the same person. (193, 747, 373, 836)
sahnewal-photo (1165, 1623, 1509, 1804)
classified-item: ► ਮੈਂ ਮੰਜੂ ਪੁੱਤਰੀ ਜਗਜੀਤ ਸਿੰਘ 182, ਪ੍ਰੀਤ ਵਿਹਾਰ, ਸਲੇਮ ਟਾਬਰੀ, ਲੁਧਿਆਣਾ ਨੇ ਆਪਣਾ ਨਾਮ ਬਦਲ ਕੇ ਮੰਜੂ ਰੱਖ ਲਿਆ ਹੈ। (193, 220, 373, 263)
scanned-notice-1 (756, 264, 953, 489)
date: ਬੁੱਧਵਾਰ, 25 ਅਕਤੂਬਰ 2023 (276, 13, 481, 32)
ks-body: In Pursuance to the order No. S.O. 2900(E) dated 24th October 2015, S.O. 4120 (E) its amendment dated 30th December 2017 and S.O. 200 (E), dated 22nd June 2020, issued by Department of Agriculture Cooperation and Farmers Welfare, Ministry of Agriculture and Farmers Welfare, Govt. of India, K+S Fertilizers (India) Pvt LIMITED (address as per above) hereby notifies that as per the specifications given below. 100% Water Soluble mixture of fertilizers grades imported by M/s K+S Fertilizers (India) Pvt LIMITED., Will be sell in the state of Punjab by K+S Fertilizers (India) Pvt LIMITED As per Punjab Address (K+S Fertilizers (India) Pvt LIMITED, Warehouse No. 56, Malout Road, Bathinda Punjab (151001) & K+S Fertilizers (India) Pvt Limited, Office No. 411, 4th Floor, Good Earth Business Bay, Sector 58, Gurgaon Haryana-(122098)) (392, 147, 723, 292)
classified-item: ► ਮੈਂ ਤੇਜਿੰਦਰ ਕੌਰ ਪਤਨੀ ਜਗਜੀਤ ਸਿੰਘ ਵਾਸੀ ਪਿੰਡ ਭੰਡਾਰੀ, ਲੁਧਿਆਣਾ ਘੋਸ਼ਣਾ ਕਰਦੀ ਹਾਂ ਕਿ ਮੇਰੇ ਪਾਸਪੋਰਟ ਵਿੱਚ ਮੇਰਾ ਨਾਮ ਤੇਜਿੰਦਰ ਕੌਰ ਦਰਜ ਹੈ ਜਦਕਿ ਮੇਰਾ ਸਹੀ ਨਾਮ ਤੇਜਿੰਦਰ ਕੌਰ ਹੈ। 001 (5, 183, 184, 257)
jaskaran-headline: ਮਾਨ ਦਲ ਵੱਲੋਂ ਐਸ.ਜੀ.ਪੀ.ਸੀ ਚੋਣਾਂ ਲਈ ਜਸਕਰਨ ਸਿੰਘ ਪੰਜਗਰਾਈਂ ਇੰਚਾਰਜ ਨਿਯੁਕਤ (772, 496, 1147, 544)
barnala-body: ਬਰਨਾਲਾ, 24 ਅਕਤੂਬਰ (ਅਮਨਦੀਪ ਸਿੰਘ ਰਾਠੌੜ)- ਸ੍ਰੀ ਸਨਾਤਨ ਧਰਮ ਸਭਾ ਅਤੇ ਦੁਸਹਿਰਾ ਕਮੇਟੀ ਬਰਨਾਲਾ ਵੱਲੋਂ ਦੁਸਹਿਰੇ ਦੇ ਪਵਿੱਤਰ ਤਿਉਹਾਰ ਮੌਕੇ ਸ਼ਹਿਰ ਵਿੱਚ ਵਿਸ਼ਾਲ ਸ਼ੋਭਾ ਯਾਤਰਾ ਕੱਢੀ ਗਈ। ਸ਼ੋਭਾ ਯਾਤਰਾ ਵਿੱਚ ਸ੍ਰੀ ਰਾਮ ਚੰਦਰ ਜੀ, ਮਾਤਾ ਸੀਤਾ, ਲਛਮਣ ਅਤੇ ਹਨੂੰਮਾਨ ਜੀ ਦੀਆਂ ਝਾਕੀਆਂ ਖਿੱਚ ਦਾ ਕੇਂਦਰ ਰਹੀਆਂ। ਵੱਖ-ਵੱਖ ਥਾਵਾਂ ਤੇ ਸ਼ਹਿਰ ਨਿਵਾਸੀਆਂ ਵੱਲੋਂ ਸ਼ੋਭਾ ਯਾਤਰਾ ਦਾ ਫੁੱਲਾਂ ਦੀ ਵਰਖਾ ਨਾਲ ਸਵਾਗਤ ਕੀਤਾ ਗਿਆ। (1166, 759, 1507, 830)
public-notice-top: Public Notice ਹਰ ਆਮ ਅਤੇ ਖਾਸ ਵਿਅਕਤੀ ਨੂੰ ਸੂਚਿਤ ਕੀਤਾ ਜਾਂਦਾ ਹੈ ਕਿ ਅਮਨਦੀਪ ਹਸਪਤਾਲ, ਮਾਡਲ ਟਾਊਨ, ਜੀ.ਟੀ. ਰੋਡ ਅੰਮ੍ਰਿਤਸਰ ਦਾ 1 ਅਪ੍ਰੈਲ 2016 ਤੋਂ 31 ਮਾਰਚ 2019 ਤੱਕ ਦਾ ਰਿਕਾਰਡ ਅਗਲੇ 30 ਦਿਨਾਂ ਵਿੱਚ ਨਸ਼ਟ ਕੀਤਾ ਜਾ ਰਿਹਾ ਹੈ। ਜੇਕਰ ਕਿਸੇ ਨੂੰ ਇਸ ਰਿਕਾਰਡ ਦੀ ਲੋੜ ਹੋਵੇ ਤਾਂ ਹਸਪਤਾਲ ਨਾਲ ਸੰਪਰਕ ਕਰੇ। ਉਸ ਤੋਂ ਬਾਅਦ ਰਿਕਾਰਡ ਉਪਲਬਧ ਨਹੀਂ ਹੋਵੇਗਾ। ਫੋਨ ਨੰਬਰ: 0183-5051515 (ਅੰਮ੍ਰਿਤਸਰ) (761, 69, 1150, 168)
kularian-photo (1165, 895, 1509, 1096)
ks-fertilizers-ad (386, 68, 729, 478)
hamit-photo (1165, 61, 1509, 361)
classified-item: ► ਅਸੀਂ, ਮੰਜੂ ਪਤਨੀ ਪ੍ਰਵੀਨ ਕੁਮਾਰ ਵਾਸੀ ਇੰਡਸਟਰੀਅਲ ਏਰੀਆ ਲੁਧਿਆਣਾ ਆਪਣੇ ਪੁੱਤਰ ਨੂੰ ਉਸ ਦੇ ਮਾੜੇ ਚਾਲ ਚਲਣ ਕਾਰਨ ਆਪਣੀ ਜਾਇਦਾਦ ਤੋਂ ਬੇਦਖਲ ਕਰਦੇ ਹਾਂ। 7171 (389, 1196, 753, 1225)
chandana-headline: ਚੰਦਨਾਂ ਬਲੂਮਿੰਗ ਬੱਡਜ਼ ਦੇ ਵਿਦਿ: ਨੇ ਜ਼ਿਲ੍ਹਾ ਪੱਧਰੀ ਐਥਲੈਟਿਕਸ ਮੁਕਾਬਲੇ ਜਿੱਤ ਕੇ ਰਾਜ ਪੱਧਰੀ ਮੁਕਾਬਲਿਆਂ ਵਿੱਚ ਜਗ੍ਹਾ ਬਣਾਈ (771, 696, 1148, 764)
nilami-notice: Nilami Notice ਆਮ ਜਨਤਾ ਨੂੰ ਸੂਚਿਤ ਕੀਤਾ ਜਾਂਦਾ ਹੈ ਕਿ ਗ੍ਰਾਮ ਪੰਚਾਇਤ ਮਨਗੁਵਾਲ ਦੀ ਸ਼ਾਮਲਾਤ ਜ਼ਮੀਨ ਦੀ ਖੁੱਲ੍ਹੀ ਬੋਲੀ ਮਿਤੀ 26-10-2023 ਨੂੰ ਸਵੇਰੇ 11 ਵਜੇ ਪੰਚਾਇਤ ਘਰ ਵਿਖੇ ਹੋਵੇਗੀ। ਚਾਹਵਾਨ ਬੋਲੀਕਾਰ ਸਮੇਂ ਸਿਰ ਪਹੁੰਚਣ। ਬੋਲੀ ਦੀਆਂ ਸ਼ਰਤਾਂ ਮੌਕੇ ਤੇ ਦੱਸੀਆਂ ਜਾਣਗੀਆਂ। Sarpanch & Kewal Singh Gram Panchayat Manguwal Distt. S.B.S. Nagar (Punjab) (386, 482, 559, 754)
classified-item: ► ਮੈਂ ਕੰਵਲਜੀਤ ਕੌਰ (Kanwaljit Kaur) ਪਤਨੀ ਹਰਜਿੰਦਰ ਸਿੰਘ ਵਾਸੀ ਮਕਾਨ ਨੰਬਰ 442, ਮੁਹੱਲਾ ਕਰਤਾਰਪੁਰਾ ਨਾਭਾ ਨੇ ਆਪਣਾ ਨਾਮ ਬਦਲ ਕੇ ਕੰਵਲਜੀਤ ਕੌਰ (Kawaljeet Kaur) ਰੱਖ ਲਿਆ ਹੈ। (5, 1012, 184, 1086)
sahnewal-headline: ਸਾਹਨੇਵਾਲ 'ਚ ਦੁਸ਼ਹਿਰਾ ਧੂਮ-ਧਾਮ ਨਾਲ ਮਨਾਇਆ (1180, 1523, 1494, 1543)
machhiwara-headline: ਮਾਛੀਵਾੜਾ 'ਚ ਦੁਸ਼ਹਿਰੇ ਦਾ ਤਿਉਹਾਰ ਮਨਾਇਆ ਗਿਆ (775, 1622, 1144, 1645)
classified-item: ► ਮੈਂ ਰਾਜਵਿੰਦਰ ਸਿੰਘ ਪਤਨੀ ਗੁਰਪ੍ਰੀਤ ਸਿੰਘ ਪਿੰਡ ਮੁੱਲਾਂਪੁਰ ਨੇ ਆਪਣਾ ਨਾਮ ਬਦਲ ਕੇ ਹਰਜਿੰਦਰ ਸਿੰਘ ਰੱਖ ਲਿਆ ਹੈ। (5, 605, 184, 649)
zirakpur-photo (1165, 1237, 1509, 1434)
classified-item: ► ਮੈਂ ਗੁਰਚਰਨ ਸਿੰਘ ਪੁੱਤਰ ਮਹਿੰਦਰ ਸਿੰਘ ਵਾਸੀ ਮਕਾਨ ਨੰਬਰ 180/3 ਆਪਣੇ ਲੜਕੇ ਅਤੇ ਨੂੰਹ ਨੂੰ ਉਹਨਾਂ ਦੇ ਮਾੜੇ ਵਿਵਹਾਰ ਕਾਰਨ ਆਪਣੀ ਚੱਲ-ਅਚੱਲ ਜਾਇਦਾਦ ਤੋਂ ਬੇਦਖਲ ਕਰਦਾ ਹਾਂ। (389, 1271, 753, 1299)
bedkhli-column (385, 1092, 758, 2372)
classified-item: ► ਮੈਂ Saranjit Kaur ਪਤਨੀ ਬਲਵੰਤ ਸਿੰਘ ਵਾਸੀ ਨੇ ਆਪਣਾ ਨਾਮ ਬਦਲ ਕੇ Sharanjeet Kaur ਰੱਖ ਲਿਆ ਹੈ। (5, 1095, 184, 1138)
classified-item: ► ਮੈਂ ਸਰਬਜੀਤ ਕੌਰ (Sarabjeet Kaur) ਪਤਨੀ ਇੰਦਰਜੀਤ ਸਿੰਘ ਵਾਸੀ ਮਕਾਨ ਨੰਬਰ 188, ਪਟਿਆਲਾ ਨੇ ਆਪਣਾ ਨਾਮ ਬਦਲ ਕੇ ਸਰਬਜੀਤ ਕੌਰ (Sarabjit Kaur) ਰੱਖ ਲਿਆ ਹੈ। (5, 725, 184, 799)
